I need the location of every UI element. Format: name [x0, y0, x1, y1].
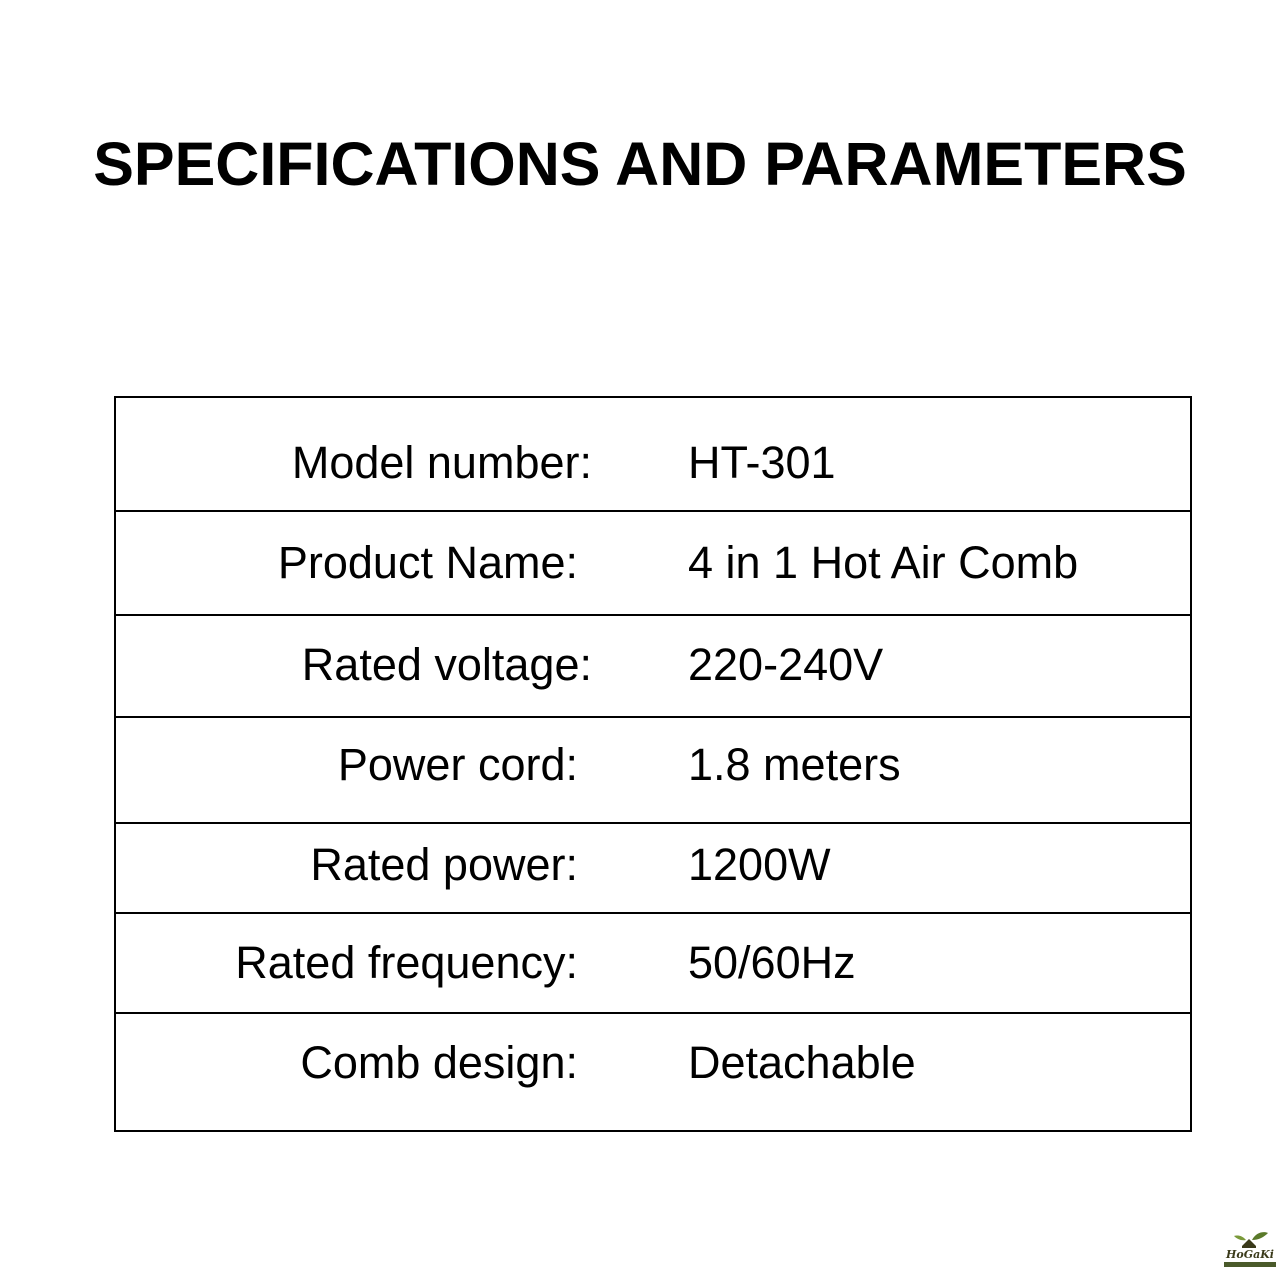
spec-row-product-name	[116, 512, 1190, 616]
logo-tagline-strip	[1224, 1262, 1276, 1267]
spec-label: Rated frequency:	[235, 937, 578, 988]
spec-label: Comb design:	[300, 1037, 578, 1088]
spec-value: 4 in 1 Hot Air Comb	[688, 537, 1079, 588]
spec-value: 50/60Hz	[688, 937, 856, 988]
spec-value: Detachable	[688, 1037, 916, 1088]
spec-value: HT-301	[688, 437, 836, 488]
spec-label: Model number:	[291, 437, 592, 488]
spec-label: Power cord:	[337, 739, 578, 790]
spec-row-comb-design	[116, 1014, 1190, 1130]
spec-label: Product Name:	[277, 537, 578, 588]
spec-row-rated-voltage	[116, 616, 1190, 718]
spec-row-power-cord	[116, 718, 1190, 824]
spec-row-rated-power	[116, 824, 1190, 914]
spec-value: 1.8 meters	[688, 739, 901, 790]
spec-row-model	[116, 398, 1190, 512]
page-title: SPECIFICATIONS AND PARAMETERS	[93, 130, 1187, 198]
spec-value: 1200W	[688, 839, 831, 890]
spec-row-rated-frequency	[116, 914, 1190, 1014]
spec-table	[114, 396, 1192, 1132]
spec-label: Rated power:	[310, 839, 578, 890]
logo-text: HoGaKi	[1226, 1248, 1274, 1261]
spec-label: Rated voltage:	[301, 639, 592, 690]
spec-value: 220-240V	[688, 639, 884, 690]
